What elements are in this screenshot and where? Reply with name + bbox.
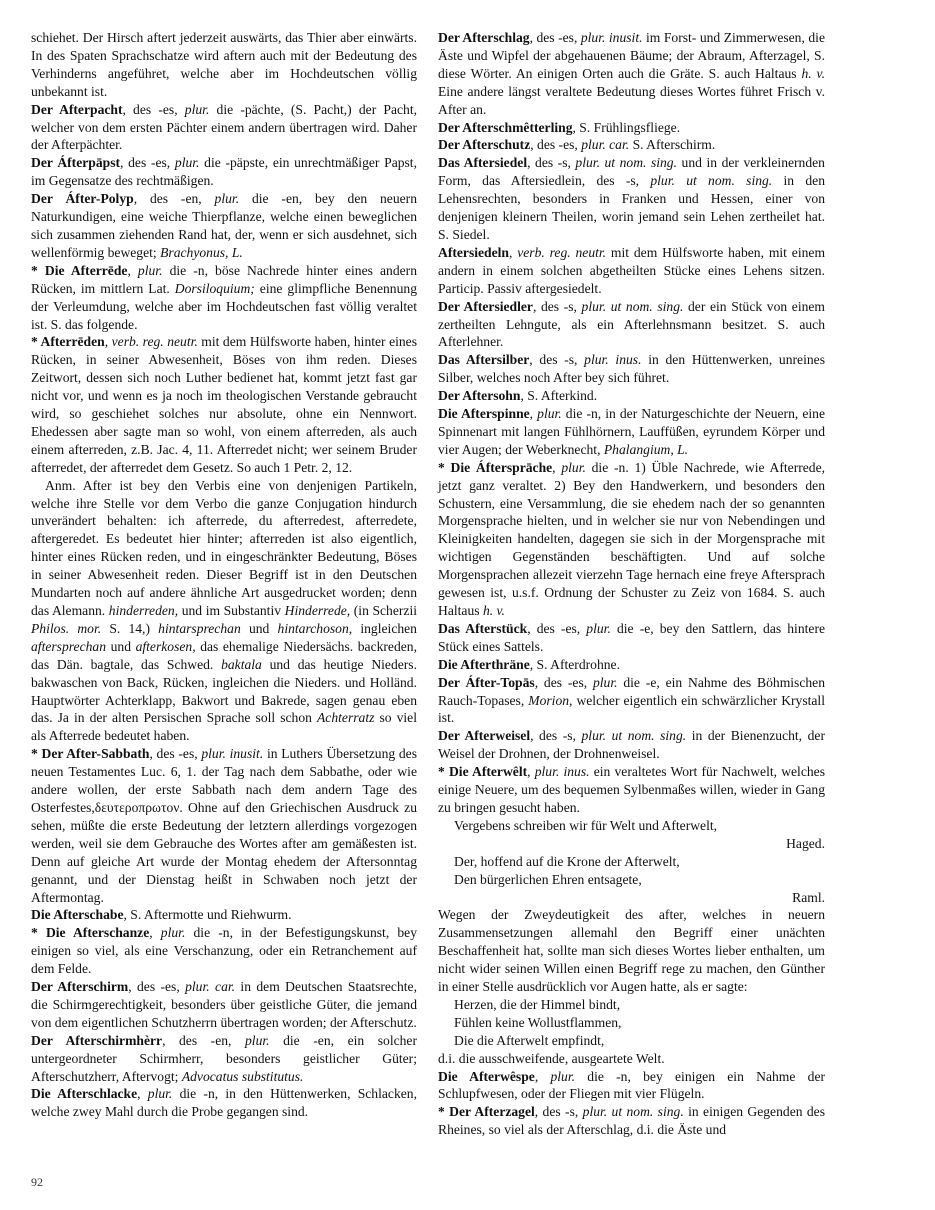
headword: Das Afterstück xyxy=(438,620,528,636)
entry-after-topas: Der Áfter-Topās, des -es, plur. die -e, ein Nahme des Böhmischen Rauch-Topases, Morion, welcher eigentlich ein schwärzlicher Krystall ist. xyxy=(438,674,826,726)
headword: * Die Afterschanze xyxy=(31,925,150,941)
verse-line: Der, hoffend auf die Krone der Afterwelt, xyxy=(454,853,680,869)
entry-afterschutz: Der Afterschutz, des -es, plur. car. S. Afterschirm. xyxy=(438,137,716,153)
headword: Die Afterwêspe xyxy=(438,1068,535,1084)
entry-afterpacht: Der Afterpacht, des -es, plur. die -pächte, (S. Pacht,) der Pacht, welcher von dem ersten Pächter einem andern übertragen wird. Daher der Afterpächter. xyxy=(31,101,418,153)
headword: * Die Áftersprāche xyxy=(438,459,553,475)
headword: Der Aftersohn xyxy=(438,388,521,404)
greek-word: δευτεροπρωτον xyxy=(94,799,180,815)
entry-afterzagel: * Der Afterzagel, des -s, plur. ut nom. sing. in einigen Gegenden des Rheines, so viel als der Afterschlag, d.i. die Äste und xyxy=(438,1104,826,1138)
entry-afterschirmherr: Der Afterschirmhèrr, des -en, plur. die -en, ein solcher untergeordneter Schirmherr, besonders geistlicher Güter; Afterschutzherr, Aftervogt; Advocatus substitutus. xyxy=(31,1032,417,1084)
right-column xyxy=(438,29,825,1139)
headword: * Der Afterzagel xyxy=(438,1104,535,1120)
entry-afterschlacke: Die Afterschlacke, plur. die -n, in den Hüttenwerken, Schlacken, welche zwey Mahl durch die Probe gegangen sind. xyxy=(31,1086,417,1120)
entry-aftersiedler: Der Aftersiedler, des -s, plur. ut nom. sing. der ein Stück von einem zertheilten Lehngute, als ein Afterlehnsmann besitzet. S. auch Afterlehner. xyxy=(438,298,825,350)
verse-author: Haged. xyxy=(786,835,825,851)
headword: Das Aftersilber xyxy=(438,352,530,368)
headword: * Der After-Sabbath xyxy=(31,746,150,762)
headword: Der Afterschlag xyxy=(438,30,530,45)
entry-after-sabbath: * Der After-Sabbath, des -es, plur. inusit. in Luthers Übersetzung des neuen Testamentes Luc. 6, 1. der Tag nach dem Sabbathe, oder wie andere wollen, der erste Sabbath nach dem andern Tage des Osterfestes,δευτεροπρωτον. Ohne auf den Griechischen Ausdruck zu sehen, müßte die erste Bedeutung der letztern allerdings vorgezogen werden, weil sie dem Gebrauche des Wortes after am gemäßesten ist. Denn auf gleiche Art wurde der Montag ehedem der Aftersonntag genannt, und der Dienstag heißt in Schwaben noch jetzt der Aftermontag. xyxy=(31,746,417,905)
entry-after-polyp: Der Áfter-Polyp, des -en, plur. die -en, bey den neuern Naturkundigen, eine weiche Thierpflanze, welche einen beweglichen sich zusammen ziehenden Rand hat, der, wenn er sich ausdehnet, sich wellenförmig beweget; Brachyonus, L. xyxy=(31,191,417,260)
headword: Der Afterschirm xyxy=(31,979,129,995)
headword: Der Áfter-Topās xyxy=(438,674,535,690)
entry-afterpapst: Der Áfterpāpst, des -es, plur. die -päpste, ein unrechtmäßiger Papst, im Gegensatze des rechtmäßigen. xyxy=(31,155,417,189)
verse-line: Fühlen keine Wollustflammen, xyxy=(454,1014,622,1030)
headword: Der Afterschmêtterling xyxy=(438,119,573,135)
headword: * Die Afterwêlt xyxy=(438,764,528,780)
entry-aftersilber: Das Aftersilber, des -s, plur. inus. in den Hüttenwerken, unreines Silber, welches noch After bey sich führet. xyxy=(438,352,825,386)
entry-afterschanze: * Die Afterschanze, plur. die -n, in der Befestigungskunst, bey einigen so viel, als eine Verschanzung, oder ein Retranchement auf dem Felde. xyxy=(31,925,418,977)
verse-line: Die die Afterwelt empfindt, xyxy=(454,1032,605,1048)
entry-afterwelt-gloss: d.i. die ausschweifende, ausgeartete Welt. xyxy=(438,1050,665,1066)
entry-afterweisel: Der Afterweisel, des -s, plur. ut nom. sing. in der Bienenzucht, der Weisel der Drohnen, der Drohnenweisel. xyxy=(438,728,825,762)
entry-afterwelt-note: Wegen der Zweydeutigkeit des after, welches in neuern Zusammensetzungen allemahl den Begriff einer unächten Beschaffenheit hat, sollte man sich dieses Wortes lieber enthalten, um nicht wider seinen Willen einen Begriff rege zu machen, den Günther in einer Stelle ausdrücklich vor Augen hatte, als er sagte: xyxy=(438,907,825,995)
entry-aftersiedel: Das Aftersiedel, des -s, plur. ut nom. sing. und in der verkleinernden Form, das Aftersiedlein, des -s, plur. ut nom. sing. in den Lehensrechten, besonders in Franken und Hessen, einer von denjenigen kleinern Theilen, worin jemand sein Lehen zertheilet hat. S. Siedel. xyxy=(438,155,825,242)
entry-afterreden: * Afterrēden, verb. reg. neutr. mit dem Hülfsworte haben, hinter eines Rücken, in seiner Abwesenheit, Böses von ihm reden. Dieses Zeitwort, dessen sich noch Luther bedienet hat, kommt jetzt fast gar nicht vor, und wenn es ja noch im theologischen Verstande gebraucht wird, so geschiehet solches nur absolute, ohne ein Nennwort. Ehedessen aber sagte man so wohl, von einem afterreden, als auch einem afterreden, z.B. Jac. 4, 11. Afterredet nicht; wer seinem Bruder afterredet, der afterredet dem Gesetz. So auch 1 Petr. 2, 12. xyxy=(31,334,418,475)
headword: Der Áfterpāpst xyxy=(31,155,121,171)
entry-afterschlag: Der Afterschlag, des -es, plur. inusit. im Forst- und Zimmerwesen, die Äste und Wipfel der abgehauenen Bäume; der Abraum, Afterzagel, S. diese Wörter. An einigen Orten auch die Gräte. S. auch Haltaus h. v. Eine andere längst veraltete Bedeutung dieses Wortes führet Frisch v. After an. xyxy=(438,30,825,117)
headword: * Die Afterrēde xyxy=(31,262,128,278)
headword: Der Afterweisel xyxy=(438,728,531,744)
headword: Der Afterschutz xyxy=(438,137,531,153)
page-number: 92 xyxy=(31,1175,43,1189)
entry-aftersiedeln: Aftersiedeln, verb. reg. neutr. mit dem Hülfsworte haben, mit einem andern in einem solchen abgetheilten Stücke eines Lehens sitzen. Particip. Passiv aftergesiedelt. xyxy=(438,244,826,296)
headword: Die Afterschlacke xyxy=(31,1086,138,1102)
headword: Die Afterthräne xyxy=(438,656,530,672)
entry-afterthraene: Die Afterthräne, S. Afterdrohne. xyxy=(438,656,620,672)
headword: Der Áfter-Polyp xyxy=(31,191,134,207)
headword: Der Afterpacht xyxy=(31,101,123,117)
entry-aftersprache: * Die Áftersprāche, plur. die -n. 1) Üble Nachrede, wie Afterrede, jetzt ganz veraltet. 2) Bey den Handwerkern, und besonders den Schustern, eine Versammlung, die sie ehedem nach der so genannten Morgensprache hielten, und in welcher sie nur von Nebendingen und Kleinigkeiten handelten, dagegen sie sich in der Morgensprache mit wichtigen Gegenständen beschäftigten. Und auf solche Morgensprachen allezeit vierzehn Tage hernach eine freye Aftersprach gewesen ist, u.s.f. Ordnung der Schuster zu Zeiz von 1684. S. auch Haltaus h. v. xyxy=(438,459,826,618)
verse-author: Raml. xyxy=(792,889,825,905)
entry-afterstueck: Das Afterstück, des -es, plur. die -e, bey den Sattlern, das hintere Stück eines Sattels. xyxy=(438,620,826,654)
headword: Die Afterschabe xyxy=(31,907,124,923)
headword: Der Afterschirmhèrr xyxy=(31,1032,163,1048)
headword: * Afterrēden xyxy=(31,334,105,350)
headword: Aftersiedeln xyxy=(438,244,509,260)
headword: Die Afterspinne xyxy=(438,406,530,422)
entry-aftersohn: Der Aftersohn, S. Afterkind. xyxy=(438,388,598,404)
entry-afterwespe: Die Afterwêspe, plur. die -n, bey einigen ein Nahme der Schlupfwesen, oder der Fliegen mit vier Flügeln. xyxy=(438,1068,825,1102)
entry-annotation: Anm. After ist bey den Verbis eine von denjenigen Partikeln, welche ihre Stelle vor dem Verbo die ganze Conjugation hindurch unverändert behalten: ich afterrede, du afterredest, afterredete, aftergeredet. Es bedeutet hier hinter; afterreden ist also eigentlich, hinter eines Rücken reden, und in eingeschränkter Bedeutung, Böses in seiner Abwesenheit reden. Dieser Begriff ist in den Deutschen Mundarten noch auf andere ähnliche Art ausgedrucket worden; denn das Alemann. hinderreden, und im Substantiv Hinderrede, (in Scherzii Philos. mor. S. 14,) hintarsprechan und hintarchoson, ingleichen aftersprechan und afterkosen, das ehemalige Niedersächs. backreden, das Dän. bagtale, das Schwed. baktala und das heutige Nieders. bakwaschen von Back, Rücken, ingleichen die Nieders. und Holländ. Hauptwörter Achterklapp, Bakwort und Bakrede, sagen genau eben das. Ja in der alten Persischen Sprache soll schon Achterratz so viel als Afterrede bedeutet haben. xyxy=(31,477,417,744)
verse-line: Den bürgerlichen Ehren entsagete, xyxy=(454,871,642,887)
verse-line: Herzen, die der Himmel bindt, xyxy=(454,996,621,1012)
entry-afterspinne: Die Afterspinne, plur. die -n, in der Naturgeschichte der Neuern, eine Spinnenart mit langen Fühlhörnern, Lauffüßen, eyrundem Körper und vier Augen; der Weberknecht, Phalangium, L. xyxy=(438,406,825,457)
entry-afterwelt: * Die Afterwêlt, plur. inus. ein veraltetes Wort für Nachwelt, welches einige Neuere, um des bequemen Sylbenmaßes willen, wieder in Gang zu bringen gesucht haben. xyxy=(438,764,825,815)
verse-line: Vergebens schreiben wir für Welt und Afterwelt, xyxy=(454,817,718,833)
entry-afterschirm: Der Afterschirm, des -es, plur. car. in dem Deutschen Staatsrechte, die Schirmgerechtigkeit, besonders über geistliche Güter, die jemand von dem eigentlichen Schutzherrn übertragen worden; der Afterschutz. xyxy=(31,979,417,1030)
entry-continuation: schiehet. Der Hirsch aftert jederzeit auswärts, das Thier aber einwärts. In des Spaten Sprachschatze wird aftern auch mit der Bedeutung des Verhinderns angeführet, welche aber im Hochdeutschen völlig unbekannt ist. xyxy=(31,30,417,99)
entry-afterschabe: Die Afterschabe, S. Aftermotte und Riehwurm. xyxy=(31,907,292,923)
left-column xyxy=(31,29,417,1121)
entry-afterschmetterling: Der Afterschmêtterling, S. Frühlingsfliege. xyxy=(438,119,681,135)
headword: Das Aftersiedel xyxy=(438,155,528,171)
headword: Der Aftersiedler xyxy=(438,298,533,314)
entry-afterrede: * Die Afterrēde, plur. die -n, böse Nachrede hinter eines andern Rücken, im mittlern Lat. Dorsiloquium; eine glimpfliche Benennung der Verleumdung, welche aber im Hochdeutschen fast völlig veraltet ist. S. das folgende. xyxy=(31,262,417,332)
